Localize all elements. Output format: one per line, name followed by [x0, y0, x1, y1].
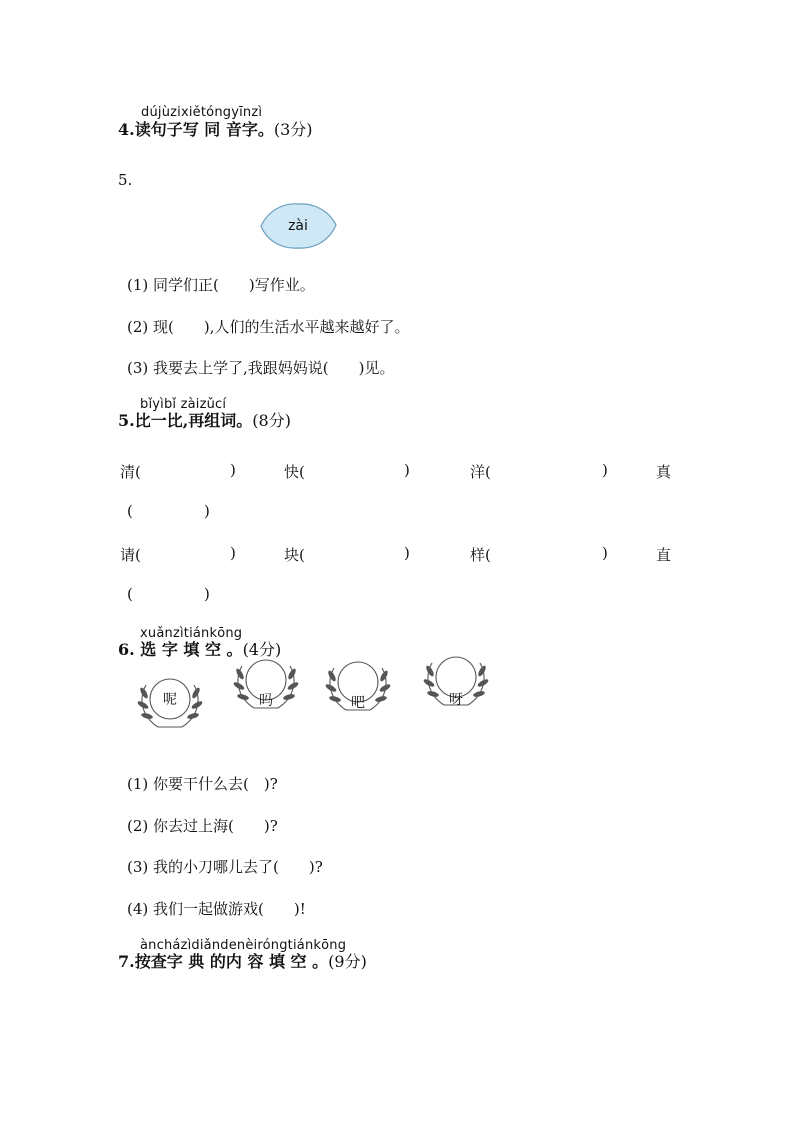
word-cell: 快(	[284, 463, 305, 481]
q5a-sentence-2: (2) 现( ),人们的生活水平越来越好了。	[127, 318, 410, 336]
q5a-number: 5.	[118, 171, 133, 189]
word-cell: )	[204, 502, 210, 520]
q5b-pinyin: bǐyìbǐ zàizǔcí	[140, 397, 227, 412]
q4-title-text: 4.读句子写 同 音字。	[118, 120, 274, 139]
wreath-character: 呢	[163, 692, 177, 708]
word-cell: )	[602, 544, 608, 562]
word-cell: )	[230, 544, 236, 562]
wreath-badge	[132, 667, 208, 743]
q6-sentence-1: (1) 你要干什么去( )?	[127, 775, 278, 793]
word-cell: 洋(	[470, 463, 491, 481]
q6-sentence-3: (3) 我的小刀哪儿去了( )?	[127, 858, 323, 876]
word-cell: 清(	[120, 463, 141, 481]
wreath-badge	[228, 652, 304, 728]
wreath-character: 吧	[351, 695, 365, 711]
q5b-title-text: 5.比一比,再组词。	[118, 411, 253, 430]
lemon-badge	[258, 201, 338, 251]
q6-pinyin: xuǎnzìtiánkōng	[140, 626, 243, 641]
lemon-pinyin: zài	[288, 218, 308, 234]
q6-sentence-4: (4) 我们一起做游戏( )!	[127, 900, 306, 918]
word-cell: )	[230, 461, 236, 479]
q7-title	[118, 949, 367, 972]
word-cell: )	[204, 585, 210, 603]
word-cell: (	[127, 502, 133, 520]
q5a-sentence-1: (1) 同学们正( )写作业。	[127, 276, 315, 294]
q4-pinyin: dújùzixiětóngyīnzì	[141, 105, 263, 120]
word-cell: )	[404, 544, 410, 562]
word-cell: 样(	[470, 546, 491, 564]
q5b-score: (8分)	[252, 411, 291, 430]
word-cell: (	[127, 585, 133, 603]
q4-title	[118, 117, 313, 140]
q5a-sentence-3: (3) 我要去上学了,我跟妈妈说( )见。	[127, 359, 395, 377]
q7-score: (9分)	[328, 952, 367, 971]
word-cell: 请(	[120, 546, 141, 564]
word-cell: 真	[656, 463, 672, 481]
word-cell: )	[404, 461, 410, 479]
q6-title-text: 6. 选 字 填 空 。	[118, 640, 243, 659]
q6-score: (4分)	[242, 640, 282, 659]
wreath-badge	[418, 651, 494, 727]
word-cell: )	[602, 461, 608, 479]
wreath-character: 呀	[449, 692, 463, 708]
word-cell: 直	[656, 546, 672, 564]
q4-score: (3分)	[273, 120, 313, 139]
q5b-title	[118, 408, 291, 431]
word-cell: 块(	[284, 546, 305, 564]
q7-title-text: 7.按查字 典 的内 容 填 空 。	[118, 952, 329, 971]
q7-pinyin: àncházìdiǎndenèiróngtiánkōng	[140, 938, 347, 953]
wreath-character: 吗	[259, 693, 273, 709]
q6-sentence-2: (2) 你去过上海( )?	[127, 817, 278, 835]
wreath-badge	[320, 654, 396, 730]
